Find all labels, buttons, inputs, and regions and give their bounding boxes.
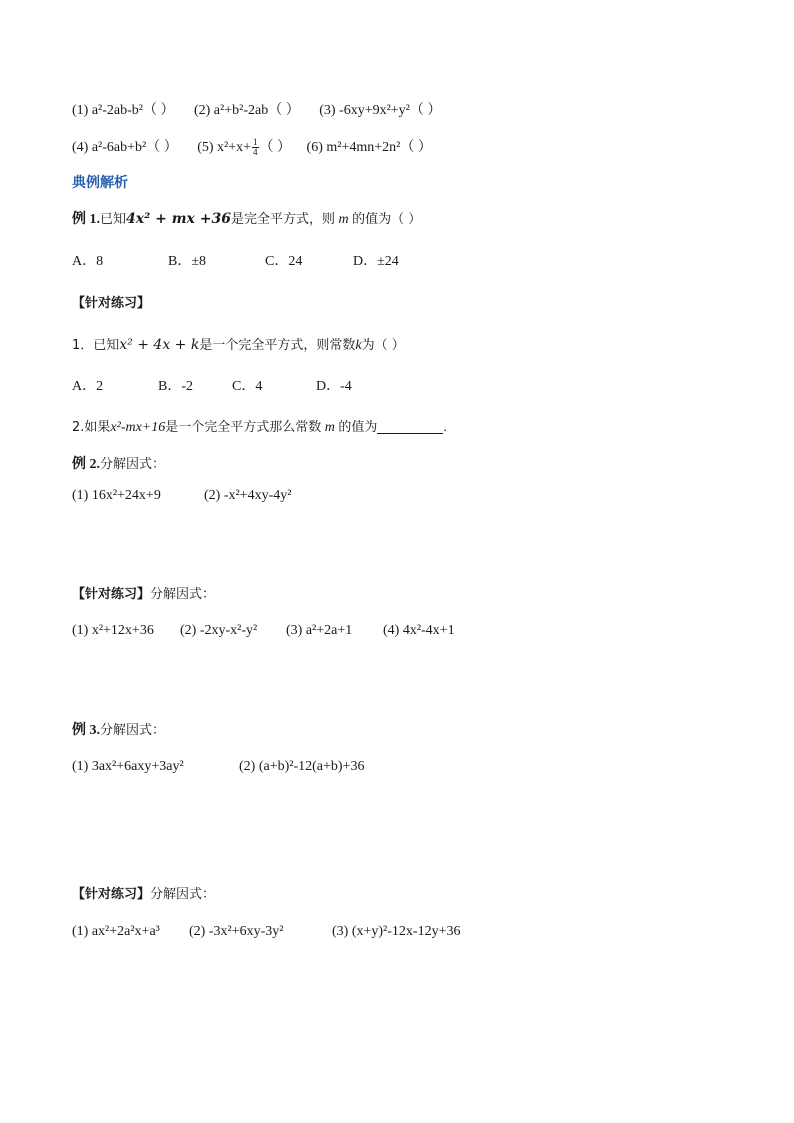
example-3-items <box>72 757 364 777</box>
practice-1-q2-middle: 是一个完全平方式那么常数 <box>165 420 322 435</box>
practice-1-option-c: C．4 <box>232 379 263 394</box>
practice-1-question-2 <box>72 418 447 438</box>
intro-item-6: (6) m²+4mn+2n²（ ） <box>306 140 432 155</box>
fraction-one-quarter <box>252 138 259 157</box>
fraction-numerator: 1 <box>253 137 258 148</box>
practice-3-item-1: (1) ax²+2a²x+a³ <box>72 924 160 939</box>
practice-1-q2-end: 的值为 <box>338 420 378 435</box>
section-heading: 典例解析 <box>72 175 128 191</box>
intro-row-2 <box>72 138 432 158</box>
example-1-variable: m <box>338 212 349 227</box>
practice-1-q1-end: 为（ ） <box>361 338 405 353</box>
practice-1-q1-suffix: 是一个完全平方式，则常数 <box>199 338 356 353</box>
practice-1-label: 【针对练习】 <box>72 296 151 311</box>
practice-1-question-1 <box>72 335 405 356</box>
practice-3-item-3: (3) (x+y)²-12x-12y+36 <box>332 924 461 939</box>
practice-1-q1-prefix: 1．已知 <box>72 338 120 353</box>
practice-2-item-2: (2) -2xy-x²-y² <box>180 623 258 638</box>
practice-1-q1-expression: x² + 4x + k <box>119 337 200 353</box>
intro-row-1 <box>72 101 441 121</box>
practice-3-heading <box>72 885 215 905</box>
practice-2-heading <box>72 585 215 605</box>
example-1-question <box>72 209 421 230</box>
example-2-heading <box>72 455 165 475</box>
example-2-item-1: (1) 16x²+24x+9 <box>72 488 161 503</box>
example-2-title: 分解因式： <box>100 457 166 472</box>
example-1-expression: 4x² + mx +36 <box>126 211 231 227</box>
example-1-text-b: 是完全平方式，则 <box>230 212 335 227</box>
example-2-item-2: (2) -x²+4xy-4y² <box>204 488 292 503</box>
practice-3-item-2: (2) -3x²+6xy-3y² <box>189 924 284 939</box>
practice-3-title: 分解因式： <box>150 887 216 902</box>
practice-1-option-b: B．-2 <box>158 379 193 394</box>
intro-item-5-suffix: （ ） <box>259 140 292 155</box>
example-3-heading <box>72 721 165 741</box>
intro-item-2: (2) a²+b²-2ab（ ） <box>193 103 300 118</box>
practice-2-title: 分解因式： <box>150 587 216 602</box>
example-3-label: 例 3. <box>72 723 100 738</box>
example-1-option-c: C．24 <box>265 254 303 269</box>
practice-3-items <box>72 922 460 942</box>
example-3-title: 分解因式： <box>100 723 166 738</box>
practice-1-option-a: A．2 <box>72 379 104 394</box>
intro-item-3: (3) -6xy+9x²+y²（ ） <box>319 103 442 118</box>
practice-1-q2-expression: x²-mx+16 <box>110 420 166 435</box>
practice-2-item-4: (4) 4x²-4x+1 <box>383 623 455 638</box>
practice-2-items <box>72 621 455 641</box>
example-1-option-d: D．±24 <box>353 254 399 269</box>
fraction-denominator: 4 <box>253 147 258 158</box>
practice-1-option-d: D．-4 <box>316 379 352 394</box>
intro-item-4: (4) a²-6ab+b²（ ） <box>72 140 178 155</box>
example-1-options <box>72 252 399 272</box>
example-3-item-1: (1) 3ax²+6axy+3ay² <box>72 759 184 774</box>
practice-2-item-3: (3) a²+2a+1 <box>286 623 353 638</box>
practice-2-item-1: (1) x²+12x+36 <box>72 623 154 638</box>
practice-2-label: 【针对练习】 <box>72 587 151 602</box>
practice-1-q2-prefix: 2.如果 <box>72 420 111 435</box>
practice-1-options <box>72 377 352 397</box>
intro-item-5-prefix: (5) x²+x+ <box>197 140 252 155</box>
example-1-option-a: A．8 <box>72 254 104 269</box>
example-2-label: 例 2. <box>72 457 100 472</box>
example-1-text-a: 已知 <box>100 212 127 227</box>
example-1-label: 例 1. <box>72 212 100 227</box>
answer-blank[interactable] <box>377 419 443 434</box>
practice-3-label: 【针对练习】 <box>72 887 151 902</box>
practice-1-q2-variable: m <box>324 420 335 435</box>
practice-1-q1-variable: k <box>355 338 362 353</box>
example-2-items <box>72 486 291 506</box>
example-1-option-b: B．±8 <box>168 254 207 269</box>
example-1-text-c: 的值为（ ） <box>352 212 422 227</box>
intro-item-1: (1) a²-2ab-b²（ ） <box>72 103 175 118</box>
example-3-item-2: (2) (a+b)²-12(a+b)+36 <box>239 759 365 774</box>
practice-1-q2-period: . <box>443 420 447 435</box>
